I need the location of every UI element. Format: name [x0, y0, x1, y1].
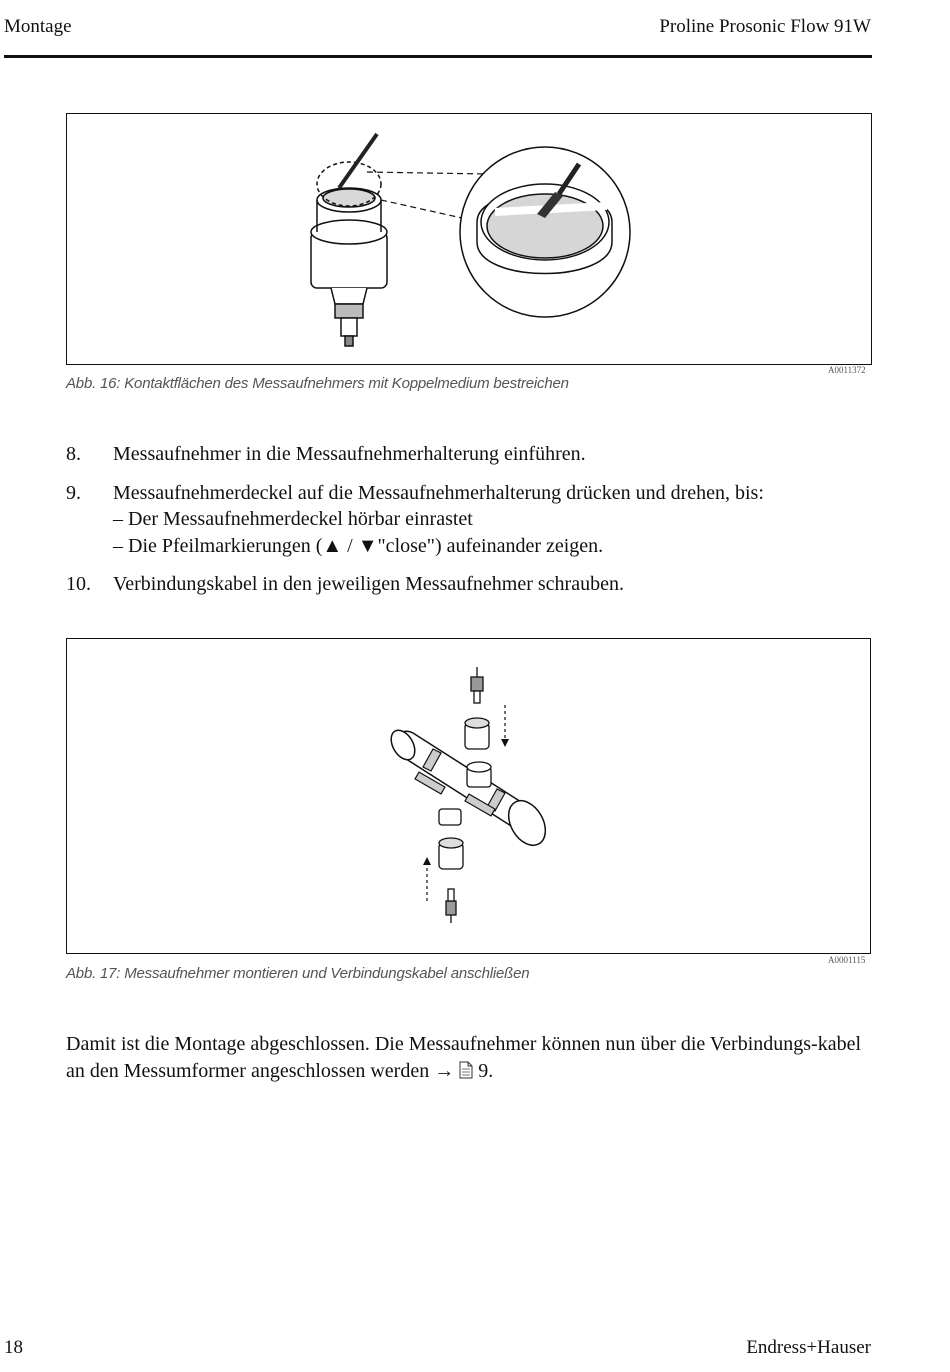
- figure-16-illustration: [67, 114, 873, 366]
- footer-brand: Endress+Hauser: [746, 1337, 871, 1358]
- figure-16: [66, 113, 872, 365]
- substep-2: – Die Pfeilmarkierungen (▲ / ▼"close") aufeinander zeigen.: [113, 535, 604, 557]
- page-number: 18: [4, 1337, 23, 1358]
- figure-17-code: A0001115: [828, 955, 866, 965]
- conclusion-text: Damit ist die Montage abgeschlossen. Die Messaufnehmer können nun über die Verbindungs-kabel an den Messumformer angeschlossen werden →: [66, 1033, 861, 1082]
- step-text: Messaufnehmer in die Messaufnehmerhalterung einführen.: [113, 443, 586, 465]
- page-reference-icon: [459, 1060, 473, 1087]
- page-reference[interactable]: 9.: [478, 1060, 494, 1082]
- figure-17-illustration: [67, 639, 872, 955]
- step-text: Verbindungskabel in den jeweiligen Messaufnehmer schrauben.: [113, 573, 624, 595]
- step-number: 8.: [66, 443, 81, 465]
- header-rule: [4, 55, 872, 58]
- step-number: 10.: [66, 573, 91, 595]
- figure-16-code: A0011372: [828, 365, 866, 375]
- figure-16-caption: Abb. 16: Kontaktflächen des Messaufnehmers mit Koppelmedium bestreichen: [66, 375, 569, 392]
- conclusion-paragraph: [66, 1031, 872, 1087]
- header-product: Proline Prosonic Flow 91W: [659, 16, 871, 37]
- substep-1: – Der Messaufnehmerdeckel hörbar einrastet: [113, 508, 473, 530]
- figure-17-caption: Abb. 17: Messaufnehmer montieren und Verbindungskabel anschließen: [66, 965, 530, 982]
- figure-17: [66, 638, 871, 954]
- step-text: Messaufnehmerdeckel auf die Messaufnehmerhalterung drücken und drehen, bis:: [113, 482, 764, 504]
- header-section: Montage: [4, 16, 72, 37]
- step-number: 9.: [66, 482, 81, 504]
